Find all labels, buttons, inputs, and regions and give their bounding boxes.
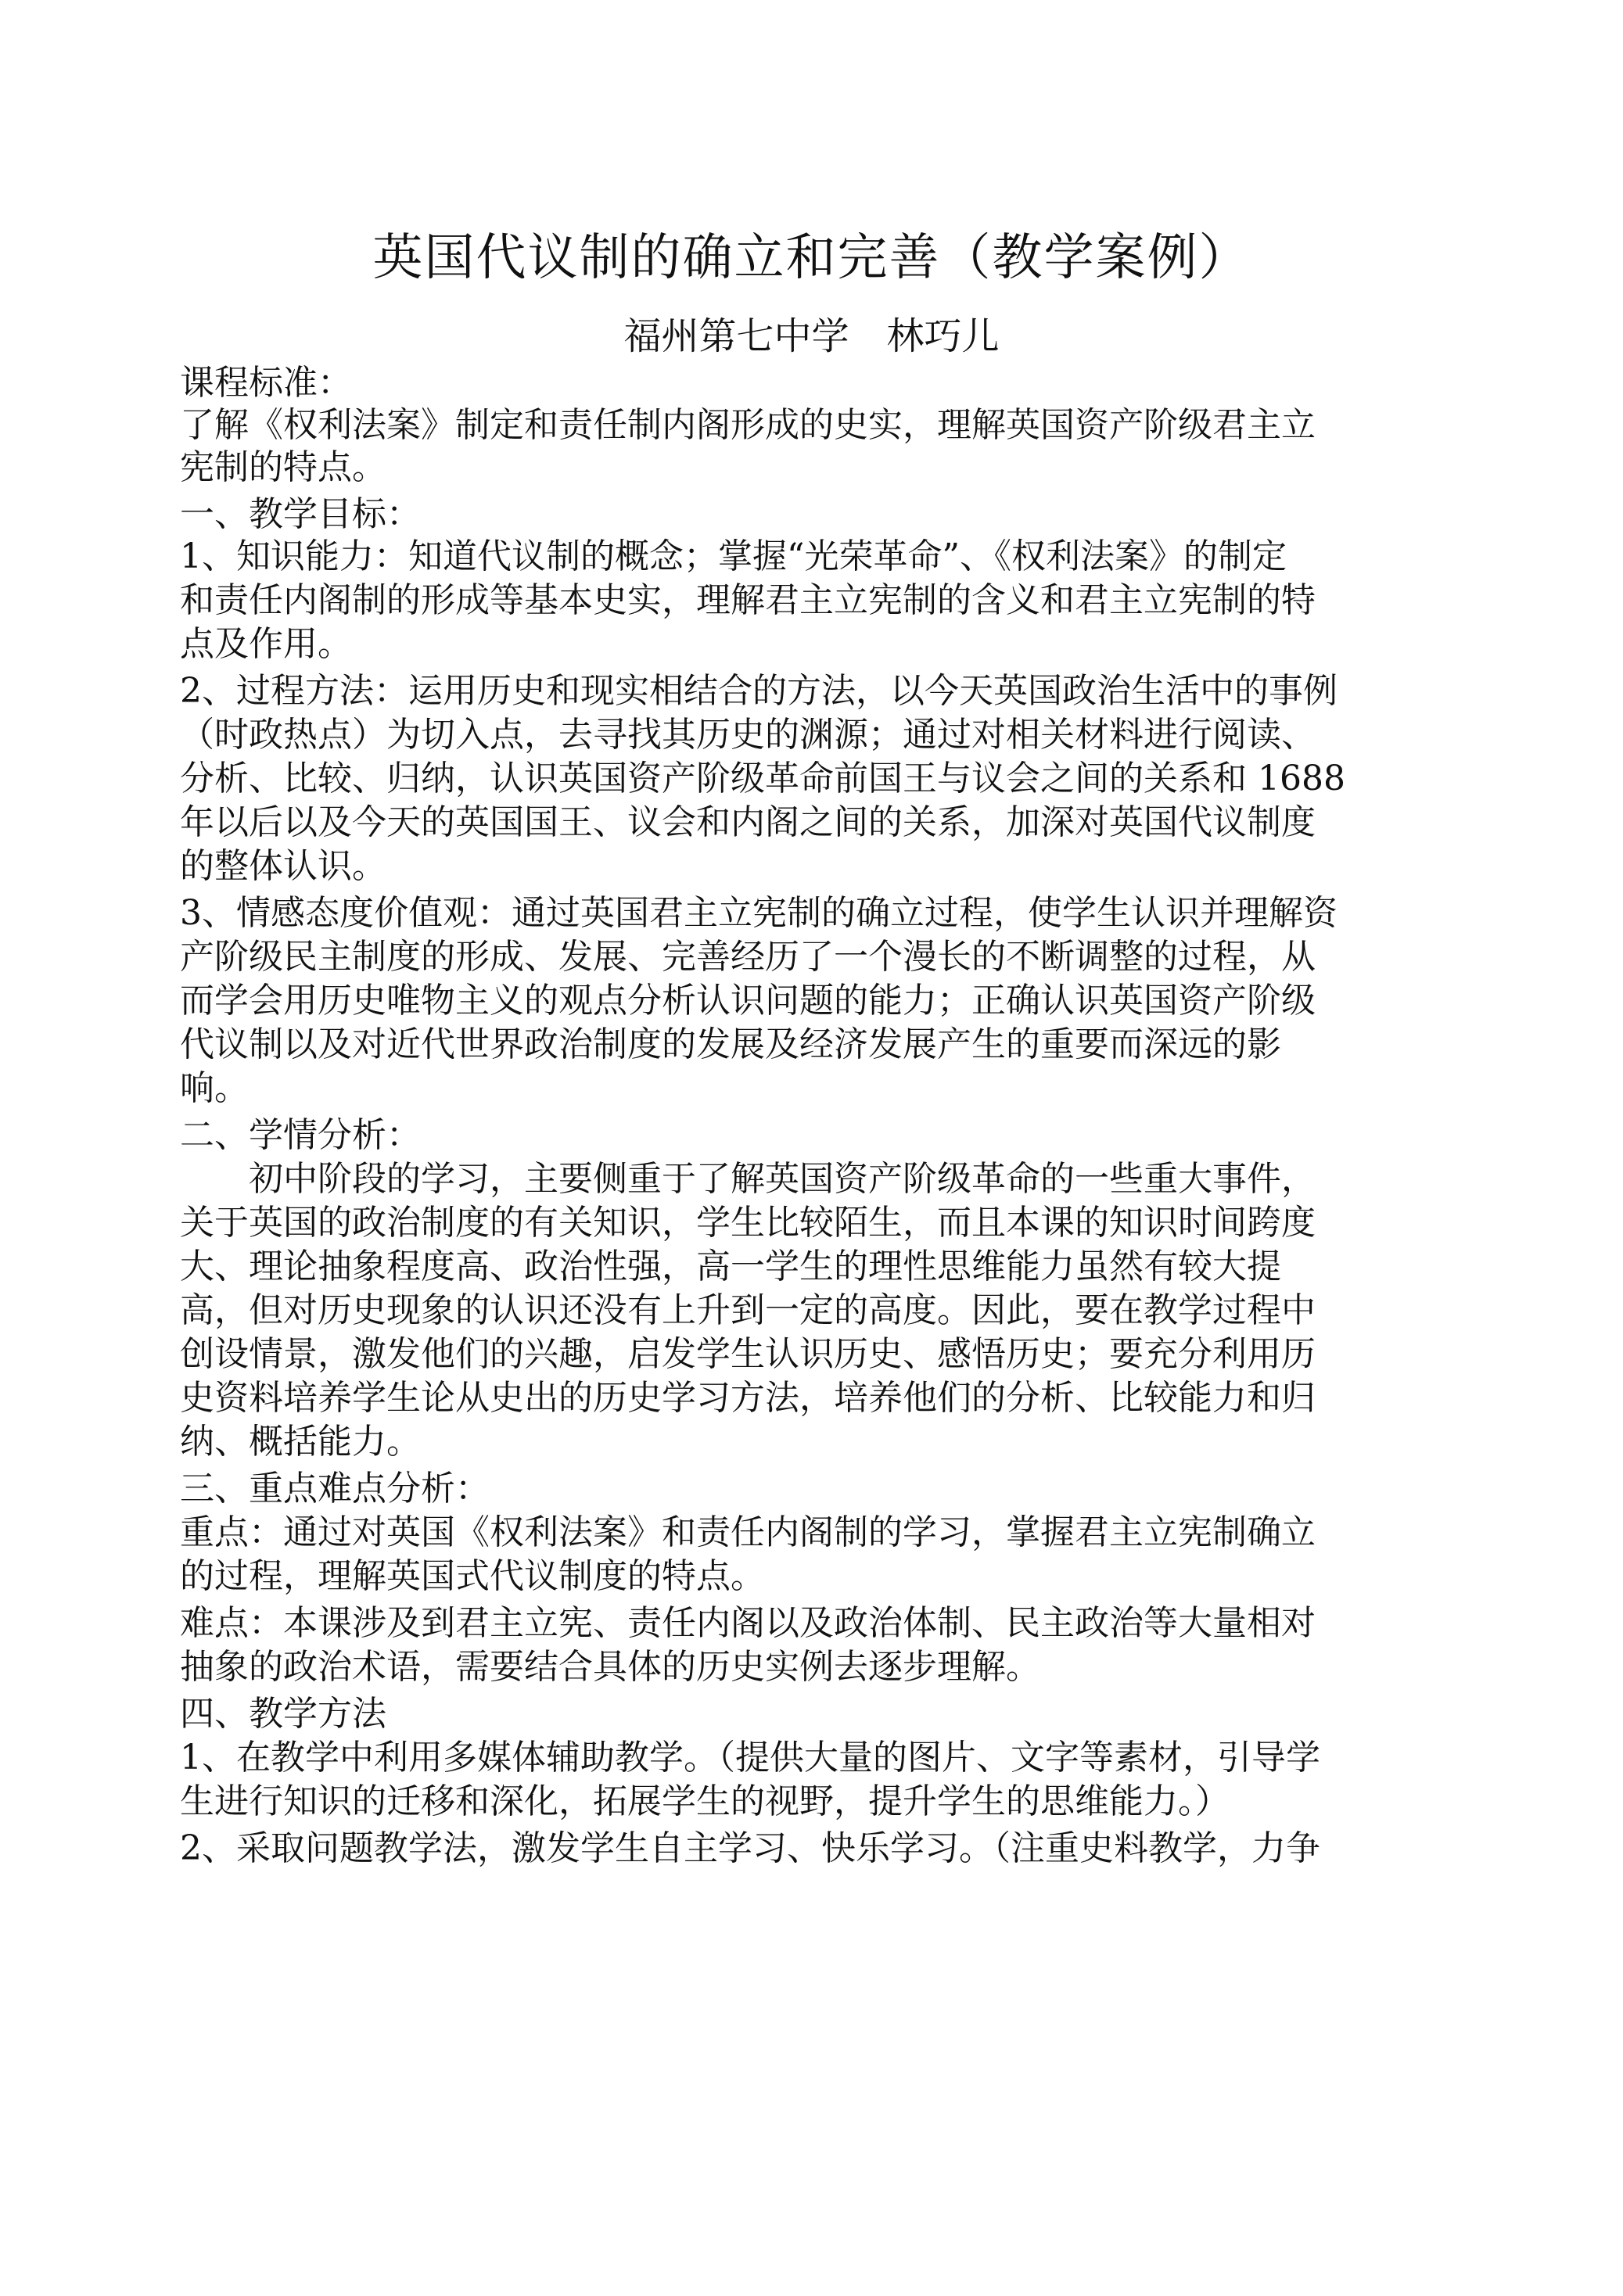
- text-line: 1、知识能力：知道代议制的概念；掌握“光荣革命”、《权利法案》的制定: [180, 536, 1287, 576]
- text-line: 创设情景，激发他们的兴趣，启发学生认识历史、感悟历史；要充分利用历: [180, 1334, 1316, 1374]
- text-line: （时政热点）为切入点，去寻找其历史的渊源；通过对相关材料进行阅读、: [180, 715, 1316, 755]
- text-line: 抽象的政治术语，需要结合具体的历史实例去逐步理解。: [180, 1647, 1040, 1687]
- text-line: 点及作用。: [180, 624, 352, 664]
- text-line: 和责任内阁制的形成等基本史实，理解君主立宪制的含义和君主立宪制的特: [180, 580, 1316, 620]
- text-line: 了解《权利法案》制定和责任制内阁形成的史实，理解英国资产阶级君主立: [180, 405, 1316, 445]
- text-line: 年以后以及今天的英国国王、议会和内阁之间的关系，加深对英国代议制度: [180, 802, 1316, 842]
- text-line: 分析、比较、归纳，认识英国资产阶级革命前国王与议会之间的关系和 1688: [180, 759, 1345, 798]
- text-line: 纳、概括能力。: [180, 1422, 421, 1462]
- text-line: 2、采取问题教学法，激发学生自主学习、快乐学习。（注重史料教学，力争: [180, 1828, 1320, 1868]
- text-line: 响。: [180, 1068, 249, 1108]
- text-line: 重点：通过对英国《权利法案》和责任内阁制的学习，掌握君主立宪制确立: [180, 1512, 1316, 1552]
- text-line: 一、教学目标：: [180, 494, 421, 534]
- text-line: 3、情感态度价值观：通过英国君主立宪制的确立过程，使学生认识并理解资: [180, 893, 1338, 933]
- text-line: 史资料培养学生论从史出的历史学习方法，培养他们的分析、比较能力和归: [180, 1378, 1316, 1418]
- text-line: 二、学情分析：: [180, 1115, 421, 1155]
- text-line: 大、理论抽象程度高、政治性强，高一学生的理性思维能力虽然有较大提: [180, 1247, 1281, 1286]
- text-line: 1、在教学中利用多媒体辅助教学。（提供大量的图片、文字等素材，引导学: [180, 1738, 1320, 1778]
- author-line: 福州第七中学 林巧儿: [623, 314, 1000, 358]
- text-line: 生进行知识的迁移和深化，拓展学生的视野，提升学生的思维能力。）: [180, 1781, 1230, 1821]
- text-line: 高，但对历史现象的认识还没有上升到一定的高度。因此，要在教学过程中: [180, 1290, 1316, 1330]
- text-line: 宪制的特点。: [180, 447, 386, 487]
- text-line: 课程标准：: [180, 363, 352, 403]
- text-line: 代议制以及对近代世界政治制度的发展及经济发展产生的重要而深远的影: [180, 1024, 1281, 1064]
- text-line: 关于英国的政治制度的有关知识，学生比较陌生，而且本课的知识时间跨度: [180, 1203, 1316, 1243]
- text-line: 2、过程方法：运用历史和现实相结合的方法，以今天英国政治生活中的事例: [180, 671, 1338, 711]
- document-title: 英国代议制的确立和完善（教学案例）: [372, 229, 1251, 287]
- text-line: 初中阶段的学习，主要侧重于了解英国资产阶级革命的一些重大事件，: [180, 1159, 1316, 1199]
- text-line: 三、重点难点分析：: [180, 1469, 490, 1509]
- text-line: 产阶级民主制度的形成、发展、完善经历了一个漫长的不断调整的过程，从: [180, 937, 1316, 977]
- text-line: 四、教学方法: [180, 1694, 386, 1734]
- text-line: 的整体认识。: [180, 846, 386, 886]
- text-line: 难点：本课涉及到君主立宪、责任内阁以及政治体制、民主政治等大量相对: [180, 1603, 1316, 1643]
- text-line: 的过程，理解英国式代议制度的特点。: [180, 1556, 765, 1596]
- text-line: 而学会用历史唯物主义的观点分析认识问题的能力；正确认识英国资产阶级: [180, 981, 1316, 1021]
